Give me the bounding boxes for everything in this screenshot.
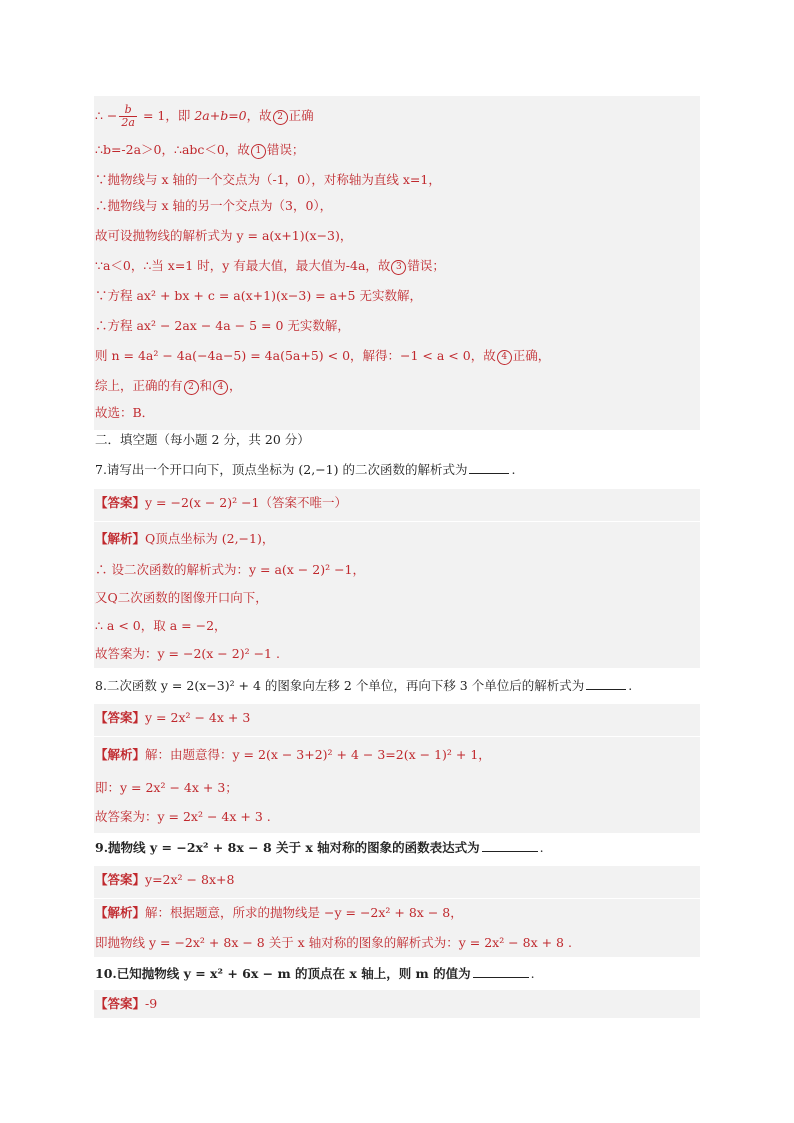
question-text: 9.抛物线 y = −2x² + 8x − 8 关于 x 轴对称的图象的函数表达式为 [95,840,480,855]
question-text: 8.二次函数 y = 2(x−3)² + 4 的图象向左移 2 个单位，再向下移 3 个单位后的解析式为 [95,678,585,693]
text: ∴b=-2a＞0，∴abc＜0，故 [95,142,250,157]
analysis-7-line-1 [95,531,274,547]
analysis-text: 解：根据题意，所求的抛物线是 −y = −2x² + 8x − 8， [145,905,463,920]
solution-line-4: ∴抛物线与 x 轴的另一个交点为（3，0）， [95,198,333,213]
analysis-7-line-2: ∴ 设二次函数的解析式为：y = a(x − 2)² −1， [95,562,365,577]
text: ∵a＜0，∴当 x=1 时，y 有最大值，最大值为-4a，故 [95,258,391,273]
circled-number: 3 [391,260,406,275]
text: . [628,678,633,693]
solution-line-8: ∴方程 ax² − 2ax − 4a − 5 = 0 无实数解， [95,318,350,333]
text: 正确 [288,108,314,123]
text: 正确， [512,348,551,363]
fraction-numerator: b [119,104,137,117]
solution-line-1 [95,104,314,129]
circled-number: 4 [213,380,228,395]
circled-number: 2 [184,380,199,395]
solution-line-7: ∵方程 ax² + bx + c = a(x+1)(x−3) = a+5 无实数解， [95,288,422,303]
text: = 1，即 [138,108,195,123]
text: . [511,462,516,477]
analysis-8-line-3: 故答案为：y = 2x² − 4x + 3 . [95,809,271,824]
answer-text: y=2x² − 8x+8 [145,872,235,887]
answer-tag: 【答案】 [95,495,146,510]
analysis-7-line-5: 故答案为：y = −2(x − 2)² −1 . [95,646,280,661]
text: 和 [199,378,213,393]
question-8 [95,678,632,694]
answer-blank [586,688,626,690]
section-heading: 二．填空题（每小题 2 分，共 20 分） [95,432,310,447]
text: ， [229,378,242,393]
question-10 [95,966,535,982]
fraction [119,104,137,129]
answer-text: y = 2x² − 4x + 3 [145,710,251,725]
text: 2a+b=0 [194,108,247,123]
answer-blank [473,976,529,978]
answer-blank [469,472,509,474]
circled-number: 2 [273,110,288,125]
analysis-tag: 【解析】 [95,905,146,920]
answer-text: -9 [145,996,158,1011]
answer-tag: 【答案】 [95,710,146,725]
fraction-denominator: 2a [121,116,135,129]
text: 则 n = 4a² − 4a(−4a−5) = 4a(5a+5) < 0，解得：−1 < a < 0，故 [95,348,496,363]
analysis-text: Q顶点坐标为 (2,−1)， [145,531,275,546]
answer-7 [95,495,347,511]
question-text: 7.请写出一个开口向下，顶点坐标为 (2,−1) 的二次函数的解析式为 [95,462,468,477]
analysis-text: 解：由题意得：y = 2(x − 3+2)² + 4 − 3=2(x − 1)² + 1， [145,747,491,762]
circled-number: 4 [497,350,512,365]
analysis-tag: 【解析】 [95,747,146,762]
question-9 [95,840,544,856]
analysis-7-line-4: ∴ a < 0，取 a = −2， [95,618,227,633]
circled-number: 1 [251,144,266,159]
analysis-8-line-2: 即：y = 2x² − 4x + 3； [95,780,238,795]
analysis-9-line-2: 即抛物线 y = −2x² + 8x − 8 关于 x 轴对称的图象的解析式为：y = 2x² − 8x + 8 . [95,935,572,950]
analysis-tag: 【解析】 [95,531,146,546]
answer-8 [95,710,250,726]
solution-line-5: 故可设抛物线的解析式为 y = a(x+1)(x−3)， [95,228,353,243]
question-7 [95,462,515,478]
text: ∴ − [95,108,118,123]
analysis-8-line-1 [95,747,491,763]
text: . [530,966,535,981]
solution-line-11: 故选：B． [95,405,155,420]
question-text: 10.已知抛物线 y = x² + 6x − m 的顶点在 x 轴上，则 m 的值为 [95,966,471,981]
answer-blank [482,850,538,852]
answer-9 [95,872,234,888]
answer-band-10 [94,990,700,1018]
solution-line-10 [95,378,242,395]
solution-line-2 [95,142,304,159]
answer-tag: 【答案】 [95,996,146,1011]
answer-tag: 【答案】 [95,872,146,887]
analysis-7-line-3: 又Q二次函数的图像开口向下， [95,590,268,605]
text: 错误； [407,258,445,273]
text: 综上，正确的有 [95,378,183,393]
text: ，故 [246,108,272,123]
solution-line-9 [95,348,550,365]
answer-10 [95,996,157,1012]
text: . [539,840,544,855]
answer-text: y = −2(x − 2)² −1（答案不唯一） [145,495,348,510]
text: 错误； [266,142,305,157]
analysis-9-line-1 [95,905,463,921]
solution-line-3: ∵抛物线与 x 轴的一个交点为（-1，0），对称轴为直线 x=1， [95,172,441,187]
solution-line-6 [95,258,445,275]
